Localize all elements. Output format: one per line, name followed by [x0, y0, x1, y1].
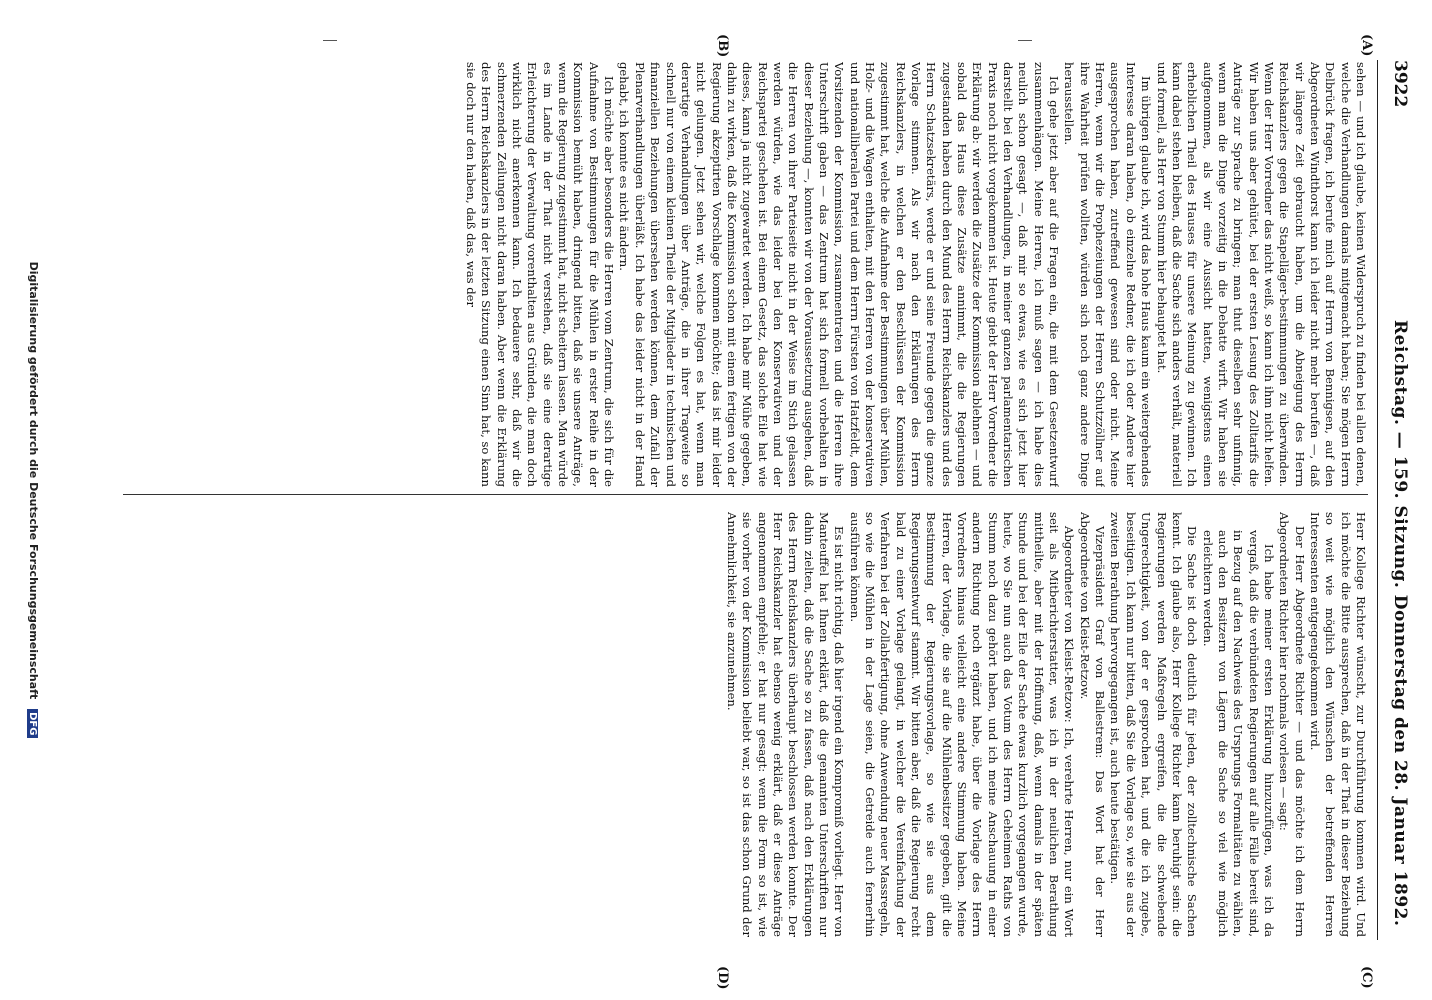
paragraph: Ich möchte aber besonders die Herren vom Zentrum, die sich für die Aufnahme von Bestimmungen für die Mühlen in erster Reihe in der Kommission bemüht haben, dringend bitten, daß sie unsere Anträge, wenn die Regierung zugestimmt hat, nicht scheitern lassen. Man würde es im Lande in der That nicht verstehen, daß sie eine derartige Erleichterung der Verwaltung vorenthalten aus Gründen, die man doch wirklich nicht anerkennen kann. Ich bedauere sehr, daß wir die schmerzenden Zeilungen nicht daran haben. Aber wenn die Erklärung des Herrn Reichskanzlers in der letzten Sitzung einen Sinn hat, so kann sie doch nur den haben, daß das, was der: [464, 62, 617, 487]
margin-marker-a: (A): [1359, 34, 1374, 57]
paragraph: Herr Kollege Richter wünscht, zur Durchführung kommen wird. Und ich möchte die Bitte aussprechen, daß in der That in dieser Beziehung so weit wie möglich den Wünschen der betreffenden Herren Interessenten entgegengekommen wird.: [1307, 512, 1368, 937]
paragraph: Die Sache ist doch deutlich für jeden, der zolltechnische Sachen kennt. Ich glaube also, Herr Kollege Richter kann beruhigt sein: die Regierungen werden Maßregeln ergreifen, die die schwebende Ungerechtigkeit, von der er gesprochen hat, und die ich zugebe, beseitigen. Ich kann nur bitten, daß Sie die Vorlage so, wie sie aus der zweiten Berathung hervorgegangen ist, auch heute bestätigen.: [1108, 512, 1200, 937]
paragraph: Es ist nicht richtig, daß hier irgend ein Kompromiß vorliegt. Herr von Manteuffel hat Ihnen erklärt, daß die genannten Unterschriften nur dahin zielten, daß die Sache so zu fassen, daß nach den Erklärungen des Herrn Reichskanzlers überhaupt beschlossen werden konnte. Der Herr Reichskanzler hat ebenso wenig erklärt, daß er diese Anträge angenommen empfehle; er hat nur gesagt: wenn die Form so ist, wie sie vorher von der Kommission beliebt war, so ist das schon Grund der Annehmlichkeit, sie anzunehmen.: [724, 512, 847, 937]
margin-marker-b: (B): [715, 34, 730, 58]
text-column-right: [83, 512, 1368, 937]
margin-marker-c: (C): [1359, 966, 1374, 989]
quoted-paragraph: Ich habe meiner ersten Erklärung hinzuzufügen, was ich da vergaß, daß die verbündeten Regierungen auf alle Fälle bereit sind, in Bezug auf den Nachweis des Ursprungs Formalitäten zu wählen, auch den Besitzern von Lägern die Sache so viel wie möglich erleichtern werden.: [1200, 530, 1276, 937]
speaker-paragraph: Abgeordneter von Kleist-Retzow: Ich, verehrte Herren, nur ein Wort seit als Mitberichterstatter, was ich in der neulichen Berathung mittheilte, aber mit der Hoffnung, daß, wenn damals in der späten Stunde und bei der Eile der Sache etwas kurzlich vorgegangen wurde, heute, wo Sie nun auch das Votum des Herrn Geheimen Raths von Stumm noch dazu gehört haben, und ich meine Anschauung in einer andern Richtung noch ergänzt habe, über die Vorlage des Herrn Vorredners hinaus vielleicht eine andere Stimmung haben. Meine Herren, der Vorlage, die sie auf die Mühlenbesitzer gegeben, gilt die Bestimmung der Regierungsvorlage, so wie sie aus dem Regierungsentwurf stammt. Wir bitten aber, daß die Regierung recht bald zu einer Vorlage gelangt, in welcher die Vereinfachung der Verfahren bei der Zollabfertigung, ohne Anwendung neuer Massregeln, so wie die Mühlen in der Lage seien, die Getreide auch fernerhin ausführen können.: [847, 512, 1077, 937]
speaker-paragraph: Vizepräsident Graf von Ballestrem: Das Wort hat der Herr Abgeordnete von Kleist-Retzow.: [1077, 512, 1108, 937]
paragraph: Im übrigen glaube ich, wird das hohe Haus kaum ein weitergehendes Interesse daran haben, ob einzelne Redner, die ich oder Andere hier ausgesprochen haben, zutreffend gewesen sind oder nicht. Meine Herren, wenn wir die Prophezeiungen der Herren Schutzzöllner auf ihre Wahrheit prüfen wollten, würden sich noch ganz andere Dinge herausstellen.: [1062, 62, 1154, 487]
margin-tick: [1018, 40, 1032, 41]
paragraph: Ich gehe jetzt aber auf die Fragen ein, die mit dem Gesetzentwurf zusammenhängen. Meine Herren, ich muß sagen — ich habe dies neulich schon gesagt —, daß mir so etwas, wie es sich jetzt hier darstellt bei den Verhandlungen, in meiner ganzen parlamentarischen Praxis noch nicht vorgekommen ist. Heute giebt der Herr Vorredner die Erklärung ab: wir werden die Zusätze der Kommission ablehnen — und sobald das Haus diese Zusätze annimmt, die die Regierungen zugestanden haben durch den Mund des Herrn Reichskanzlers und des Herrn Schatzsekretärs, werde er und seine Freunde gegen die ganze Vorlage stimmen. Als wir nach den Erklärungen des Herrn Reichskanzlers, in welchen er den Beschlüssen der Kommission zugestimmt hat, welche die Aufnahme der Bestimmungen über Mühlen, Holz- und die Wagen enthalten, mit den Herren von der konservativen und nationalliberalen Partei und dem Herrn Fürsten von Hatzfeldt, dem Vorsitzenden der Kommission, zusammentraten und die Herren ihre Unterschrift gaben — das Zentrum hat sich formell vorbehalten in dieser Beziehung —, konnten wir von der Voraussetzung ausgehen, daß die Herren von ihrer Parteiseite nicht in der Weise im Stich gelassen werden würden, wie das leider bei den Konservativen und der Reichspartei geschehen ist. Bei einem Gesetz, das solche Eile hat wie dieses, kann ja nicht zugewartet werden. Ich habe mir Mühe gegeben, dahin zu wirken, daß die Kommission schon mit einem fertigen von der Regierung akzeptirten Vorschlage kommen möchte; das ist mir leider nicht gelungen. Jetzt sehen wir, welche Folgen es hat, wenn man derartige Verhandlungen über Anträge, die in ihrer Tragweite so schnell nur von einem kleinen Theile der Mitglieder in technischen und finanziellen Beziehungen übersehen werden können, dem Zufall der Plenarverhandlungen überläßt. Ich habe das leider nicht in der Hand gehabt, ich konnte es nicht ändern.: [617, 62, 1062, 487]
page-header: [1380, 60, 1410, 940]
footer-text: Digitalisierung gefördert durch die Deutsche Forschungsgemeinschaft: [27, 261, 40, 700]
paragraph: Der Herr Abgeordnete Richter — und das möchte ich dem Herrn Abgeordneten Richter hier nochmals vorlesen — sagt:: [1277, 512, 1307, 937]
margin-marker-d: (D): [715, 966, 730, 990]
page-number: 3922: [1390, 60, 1410, 108]
column-divider: [123, 494, 1368, 495]
digitization-footer: [20, 0, 40, 1000]
header-rule: [1377, 60, 1378, 940]
margin-tick: [323, 40, 337, 41]
text-column-left: [83, 62, 1368, 487]
paragraph: sehen — und ich glaube, keinen Widerspruch zu finden bei allen denen, welche die Verhandlungen damals mitgemacht haben; Sie mögen Herrn Delbrück fragen, ich berufe mich auf Herrn von Bennigsen, auf den Abgeordneten Windthorst kann ich leider nicht mehr berufen —, daß wir längere Zeit gebraucht haben, um die Abneigung des Herrn Reichskanzlers gegen die Stapelläger-bestimmungen zu überwinden. Wenn der Herr Vorredner das nicht weiß, so kann ich ihm nicht helfen. Wir haben uns aber gehütet, bei der ersten Lesung des Zolltarifs die Anträge zur Sprache zu bringen; man thut dieselben sehr unfinnig, wenn man die Dinge vorzeitig in die Debatte wirft. Wir haben sie aufgenommen, als wir eine Aussicht hatten, wenigstens einen erheblichen Theil des Hauses für unsere Meinung zu gewinnen. Ich kann dabei stehen bleiben, daß die Sache sich anders verhält, materiell und formell, als Herr von Stumm hier behauptet hat.: [1154, 62, 1368, 487]
page-title: Reichstag. — 159. Sitzung. Donnerstag den 28. Januar 1892.: [1390, 320, 1410, 927]
dfg-logo: DFG: [28, 709, 39, 738]
